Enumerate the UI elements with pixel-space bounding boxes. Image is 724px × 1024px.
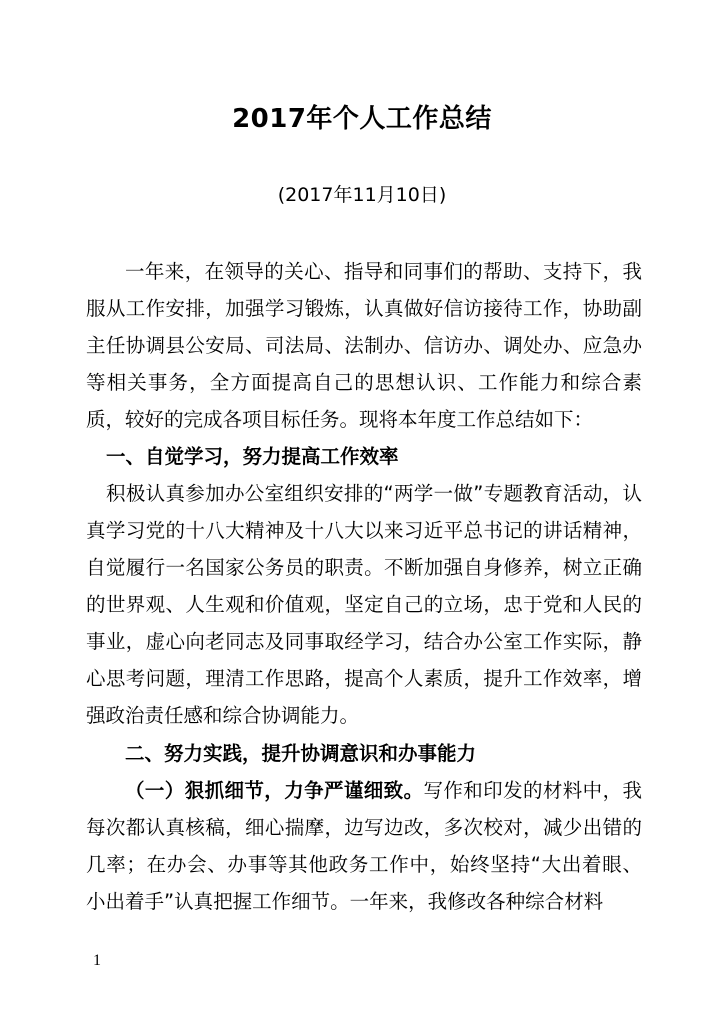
intro-paragraph <box>86 253 642 438</box>
section1-text: 积极认真参加办公室组织安排的“两学一做”专题教育活动，认真学习党的十八大精神及十八大以来习近平总书记的讲话精神，自觉履行一名国家公务员的职责。不断加强自身修养，树立正确的世界观、人生观和价值观，坚定自己的立场，忠于党和人民的事业，虚心向老同志及同事取经学习，结合办公室工作实际，静心思考问题，理清工作思路，提高个人素质，提升工作效率，增强政治责任感和综合协调能力。 <box>86 482 642 727</box>
intro-text: 一年来，在领导的关心、指导和同事们的帮助、支持下，我服从工作安排，加强学习锻炼，认真做好信访接待工作，协助副主任协调县公安局、司法局、法制办、信访办、调处办、应急办等相关事务，全方面提高自己的思想认识、工作能力和综合素质，较好的完成各项目标任务。现将本年度工作总结如下： <box>86 260 642 431</box>
section1-paragraph <box>86 475 642 734</box>
section1-heading: 一、自觉学习，努力提高工作效率 <box>106 445 399 468</box>
page-number: 1 <box>93 952 101 969</box>
document-date: (2017年11月10日) <box>277 184 447 206</box>
document-title: 2017年个人工作总结 <box>232 104 492 134</box>
section2-sub1-paragraph <box>86 772 642 920</box>
section2-sub1-text <box>86 772 642 920</box>
section2-sub1-lead: （一）狠抓细节，力争严谨细致。 <box>125 779 424 802</box>
section2-heading: 二、努力实践，提升协调意识和办事能力 <box>125 742 477 765</box>
section2-sub1-body: 写作和印发的材料中，我每次都认真核稿，细心揣摩，边写边改，多次校对，减少出错的几率；在办会、办事等其他政务工作中，始终坚持“大出着眼、小出着手”认真把握工作细节。一年来，我修改各种综合材料 <box>86 779 642 913</box>
